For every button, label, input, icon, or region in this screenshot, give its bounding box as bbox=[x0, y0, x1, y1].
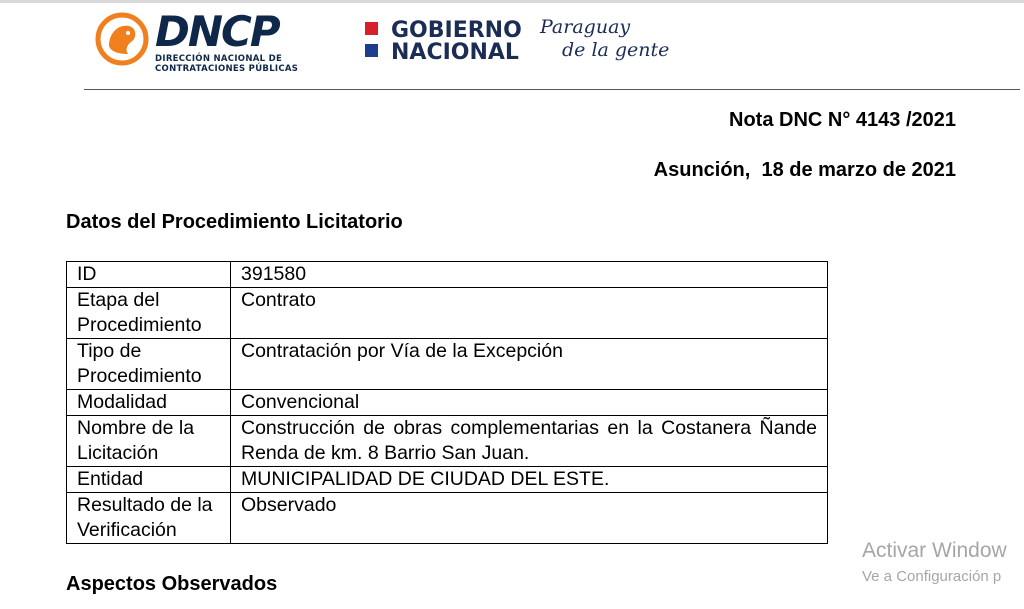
table-row bbox=[67, 390, 828, 416]
table-row bbox=[67, 467, 828, 493]
document-date: Asunción, 18 de marzo de 2021 bbox=[653, 159, 956, 181]
flag-red-square bbox=[365, 22, 378, 35]
gobierno-nacional-logo bbox=[365, 20, 535, 66]
row-value: 391580 bbox=[231, 262, 828, 288]
row-value: Construcción de obras complementarias en la Costanera Ñande Renda de km. 8 Barrio San Juan. bbox=[231, 416, 828, 467]
row-key: Modalidad bbox=[67, 390, 231, 416]
row-key: Entidad bbox=[67, 467, 231, 493]
paraguay-slogan: Paraguay de la gente bbox=[540, 16, 670, 61]
row-key: Etapa del Procedimiento bbox=[67, 288, 231, 339]
row-key: Tipo de Procedimiento bbox=[67, 339, 231, 390]
dncp-logo bbox=[95, 7, 325, 76]
row-key: Resultado de la Verificación bbox=[67, 493, 231, 544]
table-row bbox=[67, 493, 828, 544]
row-value: Observado bbox=[231, 493, 828, 544]
table-row bbox=[67, 262, 828, 288]
top-border bbox=[0, 0, 1024, 3]
lion-emblem-icon bbox=[95, 12, 149, 66]
gobierno-text: GOBIERNO NACIONAL bbox=[391, 18, 522, 65]
next-section-title: Aspectos Observados bbox=[66, 573, 278, 595]
row-value: Convencional bbox=[231, 390, 828, 416]
row-value: MUNICIPALIDAD DE CIUDAD DEL ESTE. bbox=[231, 467, 828, 493]
dncp-wordmark: DNCP bbox=[155, 7, 279, 56]
flag-blue-square bbox=[365, 44, 378, 57]
dncp-subtitle: DIRECCIÓN NACIONAL DE CONTRATACIONES PÚBLICAS bbox=[155, 54, 299, 74]
nota-number: Nota DNC N° 4143 /2021 bbox=[729, 109, 956, 131]
windows-activation-watermark: Activar Window Ve a Configuración p bbox=[862, 539, 1007, 585]
row-value: Contratación por Vía de la Excepción bbox=[231, 339, 828, 390]
row-key: Nombre de la Licitación bbox=[67, 416, 231, 467]
row-value: Contrato bbox=[231, 288, 828, 339]
header-divider bbox=[84, 89, 1020, 90]
table-row bbox=[67, 339, 828, 390]
table-row bbox=[67, 288, 828, 339]
section-title: Datos del Procedimiento Licitatorio bbox=[66, 211, 403, 233]
procedure-data-table bbox=[66, 261, 828, 544]
table-row bbox=[67, 416, 828, 467]
row-key: ID bbox=[67, 262, 231, 288]
